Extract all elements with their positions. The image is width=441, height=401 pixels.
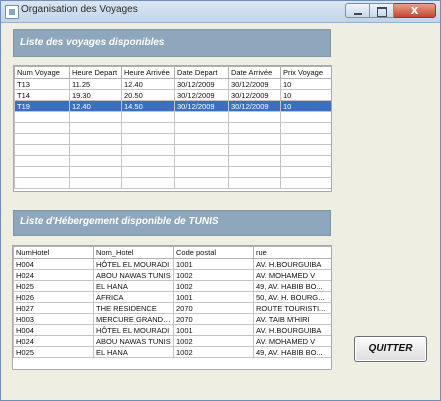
empty-cell[interactable] (70, 112, 122, 123)
column-header[interactable]: Code postal (174, 247, 254, 259)
hotel-row[interactable] (14, 314, 333, 325)
app-icon (5, 5, 19, 19)
table-cell[interactable]: 1001 (174, 325, 254, 336)
quit-button[interactable] (354, 336, 427, 362)
table-cell[interactable]: H024 (14, 336, 94, 347)
table-cell[interactable]: H026 (14, 292, 94, 303)
empty-cell[interactable] (122, 167, 175, 178)
table-cell[interactable]: AV. H.BOURGUIBA (254, 259, 333, 270)
table-cell[interactable]: 10 (281, 90, 333, 101)
minimize-icon[interactable] (345, 3, 370, 18)
table-cell[interactable]: EL HANA (94, 347, 174, 358)
empty-cell[interactable] (175, 145, 229, 156)
empty-cell[interactable] (175, 156, 229, 167)
table-cell[interactable]: 49, AV. HABIB BO... (254, 281, 333, 292)
table-cell[interactable]: H027 (14, 303, 94, 314)
table-cell[interactable]: 2070 (174, 303, 254, 314)
empty-row[interactable] (15, 178, 333, 189)
empty-row[interactable] (15, 112, 333, 123)
table-cell[interactable]: 12.40 (122, 79, 175, 90)
voyages-table[interactable] (14, 66, 332, 189)
maximize-icon[interactable] (370, 3, 394, 18)
table-cell[interactable]: 30/12/2009 (229, 90, 281, 101)
window-controls (345, 3, 436, 20)
hebergement-header (13, 210, 331, 236)
table-cell[interactable]: 14.50 (122, 101, 175, 112)
empty-cell[interactable] (229, 145, 281, 156)
empty-cell[interactable] (70, 123, 122, 134)
voyages-header-row (15, 67, 333, 79)
table-cell[interactable]: THE RESIDENCE (94, 303, 174, 314)
window-title: Organisation des Voyages (21, 4, 138, 15)
hebergement-table-panel[interactable] (12, 245, 332, 370)
empty-cell[interactable] (15, 123, 70, 134)
table-cell[interactable]: T19 (15, 101, 70, 112)
empty-cell[interactable] (281, 167, 333, 178)
table-cell[interactable]: AFRICA (94, 292, 174, 303)
column-header[interactable]: rue (254, 247, 333, 259)
voyages-header (13, 29, 331, 57)
voyage-row[interactable] (15, 90, 333, 101)
table-cell[interactable]: MERCURE GRAND ... (94, 314, 174, 325)
table-cell[interactable]: AV. MOHAMED V (254, 336, 333, 347)
hotel-row[interactable] (14, 303, 333, 314)
empty-cell[interactable] (122, 178, 175, 189)
empty-cell[interactable] (229, 112, 281, 123)
table-cell[interactable]: 30/12/2009 (229, 101, 281, 112)
hotel-row[interactable] (14, 270, 333, 281)
empty-cell[interactable] (229, 178, 281, 189)
hotel-row[interactable] (14, 325, 333, 336)
table-cell[interactable]: 1001 (174, 292, 254, 303)
empty-cell[interactable] (281, 112, 333, 123)
column-header[interactable]: Num Voyage (15, 67, 70, 79)
table-cell[interactable]: 12.40 (70, 101, 122, 112)
table-cell[interactable]: 20.50 (122, 90, 175, 101)
empty-cell[interactable] (281, 145, 333, 156)
table-cell[interactable]: 30/12/2009 (175, 79, 229, 90)
table-cell[interactable]: H004 (14, 325, 94, 336)
voyages-table-panel[interactable] (13, 65, 332, 192)
table-cell[interactable]: 2070 (174, 314, 254, 325)
empty-cell[interactable] (70, 145, 122, 156)
empty-cell[interactable] (70, 178, 122, 189)
empty-cell[interactable] (229, 156, 281, 167)
table-cell[interactable]: H024 (14, 270, 94, 281)
table-cell[interactable]: 30/12/2009 (175, 90, 229, 101)
column-header[interactable]: Date Arrivée (229, 67, 281, 79)
table-cell[interactable]: 19.30 (70, 90, 122, 101)
empty-cell[interactable] (15, 156, 70, 167)
table-cell[interactable]: 10 (281, 79, 333, 90)
empty-cell[interactable] (122, 145, 175, 156)
empty-cell[interactable] (15, 167, 70, 178)
table-cell[interactable]: ABOU NAWAS TUNIS (94, 270, 174, 281)
empty-cell[interactable] (229, 167, 281, 178)
voyage-row[interactable] (15, 101, 333, 112)
table-cell[interactable]: 49, AV. HABIB BO... (254, 347, 333, 358)
table-cell[interactable]: T13 (15, 79, 70, 90)
empty-row[interactable] (15, 156, 333, 167)
hebergement-table[interactable] (13, 246, 332, 358)
hebergement-header-row (14, 247, 333, 259)
table-cell[interactable]: 1002 (174, 336, 254, 347)
empty-cell[interactable] (70, 134, 122, 145)
empty-cell[interactable] (175, 178, 229, 189)
table-cell[interactable]: 1002 (174, 347, 254, 358)
empty-row[interactable] (15, 123, 333, 134)
table-cell[interactable]: 1002 (174, 270, 254, 281)
hotel-row[interactable] (14, 336, 333, 347)
empty-cell[interactable] (229, 123, 281, 134)
empty-cell[interactable] (281, 123, 333, 134)
table-cell[interactable]: 1002 (174, 281, 254, 292)
column-header[interactable]: NumHotel (14, 247, 94, 259)
table-cell[interactable]: 50, AV. H. BOURG... (254, 292, 333, 303)
table-cell[interactable]: H025 (14, 347, 94, 358)
empty-cell[interactable] (281, 178, 333, 189)
empty-cell[interactable] (15, 134, 70, 145)
table-cell[interactable]: T14 (15, 90, 70, 101)
table-cell[interactable]: 30/12/2009 (229, 79, 281, 90)
table-cell[interactable]: 11.25 (70, 79, 122, 90)
table-cell[interactable]: 1001 (174, 259, 254, 270)
empty-cell[interactable] (175, 134, 229, 145)
empty-cell[interactable] (122, 134, 175, 145)
column-header[interactable]: Heure Arrivée (122, 67, 175, 79)
title-bar[interactable] (1, 1, 440, 23)
table-cell[interactable]: ABOU NAWAS TUNIS (94, 336, 174, 347)
empty-cell[interactable] (122, 112, 175, 123)
empty-cell[interactable] (175, 123, 229, 134)
empty-row[interactable] (15, 145, 333, 156)
empty-cell[interactable] (175, 112, 229, 123)
table-cell[interactable]: HÔTEL EL MOURADI (94, 325, 174, 336)
table-cell[interactable]: H004 (14, 259, 94, 270)
empty-row[interactable] (15, 167, 333, 178)
hebergement-heading: Liste d'Hébergement disponible de TUNIS (20, 216, 219, 227)
table-cell[interactable]: H003 (14, 314, 94, 325)
table-cell[interactable]: ROUTE TOURISTI... (254, 303, 333, 314)
table-cell[interactable]: 30/12/2009 (175, 101, 229, 112)
hotel-row[interactable] (14, 259, 333, 270)
empty-cell[interactable] (70, 156, 122, 167)
hotel-row[interactable] (14, 292, 333, 303)
empty-cell[interactable] (15, 112, 70, 123)
table-cell[interactable]: AV. H.BOURGUIBA (254, 325, 333, 336)
column-header[interactable]: Date Depart (175, 67, 229, 79)
empty-cell[interactable] (122, 123, 175, 134)
empty-cell[interactable] (281, 156, 333, 167)
empty-cell[interactable] (15, 178, 70, 189)
empty-cell[interactable] (175, 167, 229, 178)
table-cell[interactable]: EL HANA (94, 281, 174, 292)
column-header[interactable]: Nom_Hotel (94, 247, 174, 259)
empty-cell[interactable] (281, 134, 333, 145)
table-cell[interactable]: AV. MOHAMED V (254, 270, 333, 281)
table-cell[interactable]: 10 (281, 101, 333, 112)
hotel-row[interactable] (14, 347, 333, 358)
quit-button-label: QUITTER (368, 343, 413, 354)
table-cell[interactable]: AV. TAIB M'HIRI (254, 314, 333, 325)
column-header[interactable]: Heure Depart (70, 67, 122, 79)
empty-cell[interactable] (70, 167, 122, 178)
empty-row[interactable] (15, 134, 333, 145)
hotel-row[interactable] (14, 281, 333, 292)
empty-cell[interactable] (229, 134, 281, 145)
empty-cell[interactable] (122, 156, 175, 167)
voyages-heading: Liste des voyages disponibles (20, 37, 165, 48)
close-glyph: x (410, 3, 419, 17)
close-icon[interactable] (394, 3, 436, 18)
voyage-row[interactable] (15, 79, 333, 90)
empty-cell[interactable] (15, 145, 70, 156)
table-cell[interactable]: H025 (14, 281, 94, 292)
table-cell[interactable]: HÔTEL EL MOURADI (94, 259, 174, 270)
column-header[interactable]: Prix Voyage (281, 67, 333, 79)
